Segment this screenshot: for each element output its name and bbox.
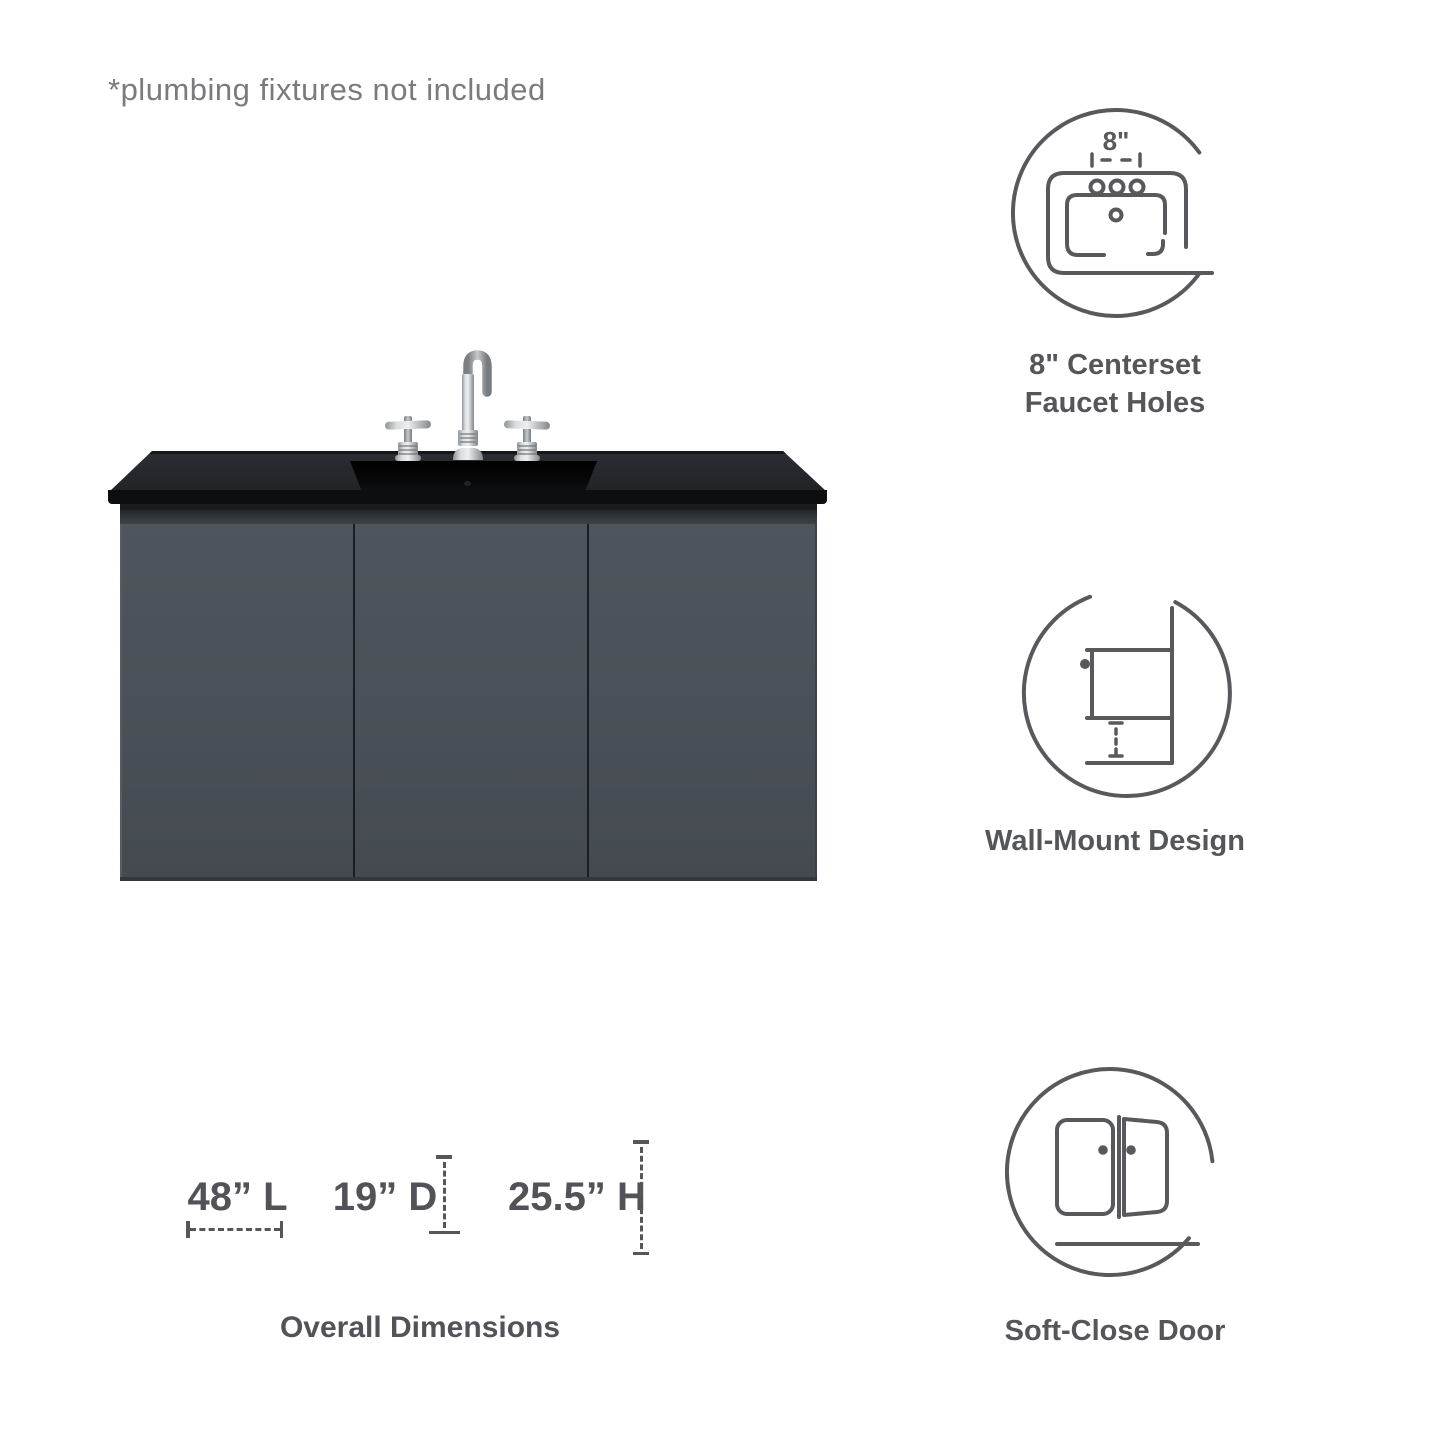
wall-mount-icon — [1017, 583, 1237, 803]
cabinet-top-rail — [120, 510, 817, 524]
dim-dashes — [640, 1147, 643, 1249]
dimensions-caption: Overall Dimensions — [279, 1311, 561, 1344]
feature-label — [945, 346, 1285, 422]
dim-height-line — [625, 1140, 657, 1255]
faucet-holes-icon — [1006, 103, 1226, 323]
icon-circle — [1024, 597, 1230, 796]
feature-label-line: Soft-Close Door — [1004, 1315, 1226, 1347]
vanity-cabinet — [120, 524, 817, 881]
door-knob — [1128, 1147, 1134, 1153]
cabinet-outline — [1087, 650, 1172, 718]
door-closed — [1057, 1120, 1113, 1214]
faucet-hole — [1111, 181, 1124, 194]
feature-label-line: 8" Centerset — [1029, 349, 1201, 381]
feature-label-line: Wall-Mount Design — [985, 825, 1245, 857]
plumbing-disclaimer: *plumbing fixtures not included — [108, 72, 546, 107]
feature-label-line: Faucet Holes — [1024, 387, 1206, 419]
soft-close-door-icon — [1000, 1062, 1220, 1282]
dim-tick — [429, 1231, 460, 1235]
dim-tick — [633, 1252, 649, 1256]
cabinet-door-right — [589, 524, 817, 877]
faucet-hole — [1131, 181, 1144, 194]
dim-length-label: 48” L — [187, 1175, 288, 1219]
sink-drain — [464, 481, 471, 486]
faucet-handle-left — [385, 416, 431, 461]
door-ajar — [1124, 1119, 1167, 1215]
door-knob — [1100, 1147, 1106, 1153]
feature-label — [945, 1312, 1285, 1350]
faucet-handle-right — [504, 416, 550, 461]
sink-bowl-corner — [1148, 241, 1163, 254]
faucet-hole — [1091, 181, 1104, 194]
bowl-drain — [1111, 210, 1122, 221]
dim-tick — [280, 1221, 284, 1238]
dim-tick — [633, 1140, 649, 1144]
faucet-spout — [453, 355, 487, 460]
dim-depth-line — [428, 1155, 460, 1234]
dim-dashes — [190, 1228, 280, 1239]
cabinet-knob — [1082, 661, 1088, 667]
countertop-front-edge — [108, 490, 827, 504]
cabinet-door-center — [355, 524, 587, 877]
dim-length-line — [186, 1221, 283, 1238]
sink-bowl — [1067, 195, 1165, 255]
icon-measure-text: 8" — [1102, 126, 1130, 156]
feature-label — [945, 822, 1285, 860]
dim-depth-label: 19” D — [332, 1175, 438, 1219]
cabinet-door-left — [120, 524, 353, 877]
dim-tick — [436, 1155, 452, 1159]
faucet — [378, 346, 560, 462]
dim-height-label: 25.5” H — [508, 1175, 646, 1219]
dim-dashes — [443, 1162, 446, 1228]
